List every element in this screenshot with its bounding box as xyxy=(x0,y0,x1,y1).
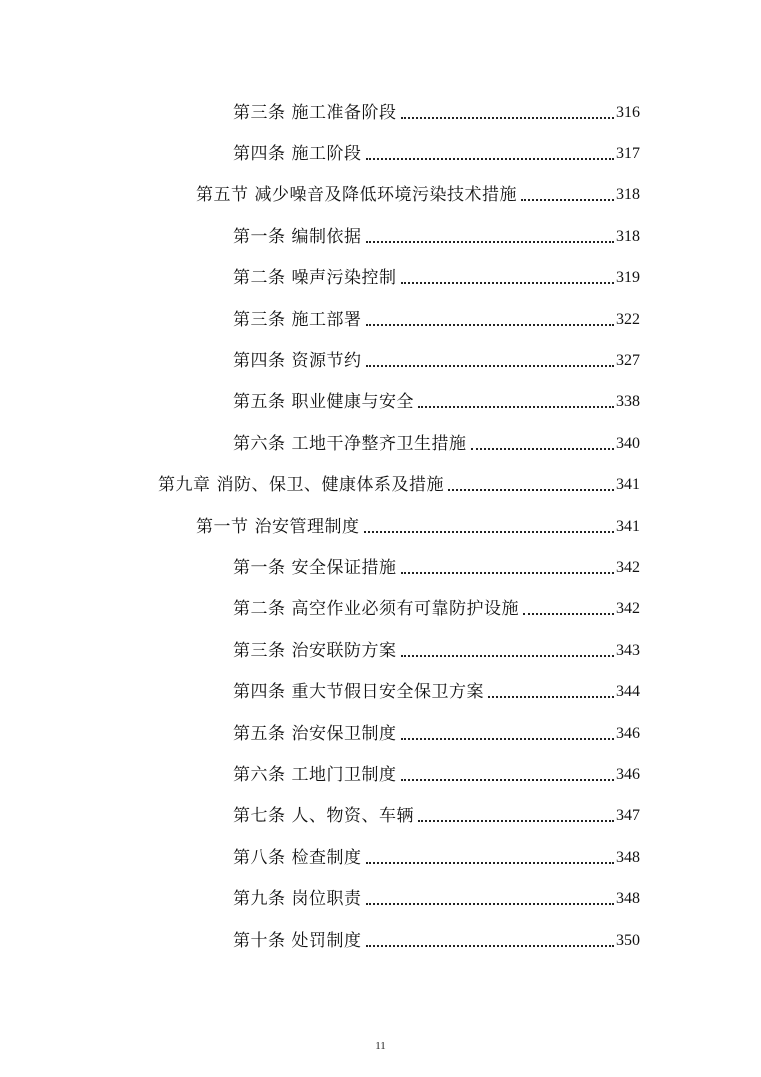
toc-entry[interactable] xyxy=(0,630,761,671)
toc-entry-number: 第四条 xyxy=(233,351,286,372)
toc-entry-label xyxy=(196,185,517,205)
toc-entry-page-number: 342 xyxy=(616,558,640,576)
toc-entry-title: 重大节假日安全保卫方案 xyxy=(291,682,484,703)
toc-entry-row xyxy=(233,889,640,909)
toc-entry-row xyxy=(233,103,640,123)
toc-entry-page-number: 340 xyxy=(616,434,640,452)
toc-entry-page-number: 346 xyxy=(616,724,640,742)
toc-entry-title: 职业健康与安全 xyxy=(291,392,414,413)
toc-entry-label xyxy=(233,889,362,909)
toc-entry-page-number: 343 xyxy=(616,641,640,659)
toc-entry[interactable] xyxy=(0,589,761,630)
toc-entry-number: 第一条 xyxy=(233,226,286,247)
dot-leader xyxy=(401,728,615,740)
toc-entry-row xyxy=(233,682,640,702)
toc-entry-number: 第二条 xyxy=(233,268,286,289)
toc-entry-row xyxy=(233,268,640,288)
page-number-footer: 11 xyxy=(375,1040,386,1052)
toc-entry-label xyxy=(196,517,360,537)
toc-entry[interactable] xyxy=(0,423,761,464)
toc-entry-label xyxy=(233,310,362,330)
toc-entry-number: 第五节 xyxy=(196,185,249,206)
toc-entry[interactable] xyxy=(0,920,761,961)
toc-entry[interactable] xyxy=(0,299,761,340)
toc-entry-page-number: 346 xyxy=(616,765,640,783)
toc-entry-row xyxy=(233,310,640,330)
toc-entry-label xyxy=(233,268,397,288)
toc-entry[interactable] xyxy=(0,754,761,795)
dot-leader xyxy=(488,686,614,698)
toc-entry-number: 第九章 xyxy=(158,475,211,496)
toc-entry-label xyxy=(233,806,414,826)
toc-entry[interactable] xyxy=(0,133,761,174)
dot-leader xyxy=(521,189,614,201)
toc-entry-label xyxy=(233,351,362,371)
toc-entry-row xyxy=(233,806,640,826)
toc-entry-row xyxy=(233,931,640,951)
toc-entry[interactable] xyxy=(0,547,761,588)
dot-leader xyxy=(418,810,614,822)
toc-entry-page-number: 347 xyxy=(616,807,640,825)
toc-entry[interactable] xyxy=(0,796,761,837)
toc-entry-label xyxy=(233,724,397,744)
toc-entry-label xyxy=(158,475,444,495)
toc-entry-label xyxy=(233,848,362,868)
toc-entry-number: 第四条 xyxy=(233,144,286,165)
dot-leader xyxy=(401,645,615,657)
toc-entry-page-number: 350 xyxy=(616,931,640,949)
toc-entry-label xyxy=(233,144,362,164)
toc-entry[interactable] xyxy=(0,216,761,257)
dot-leader xyxy=(401,562,615,574)
toc-entry-title: 治安管理制度 xyxy=(254,516,360,537)
toc-entry-title: 岗位职责 xyxy=(291,889,362,910)
toc-entry-number: 第三条 xyxy=(233,102,286,123)
toc-entry-row xyxy=(233,724,640,744)
toc-entry[interactable] xyxy=(0,713,761,754)
toc-entry-page-number: 318 xyxy=(616,227,640,245)
toc-entry-number: 第六条 xyxy=(233,764,286,785)
dot-leader xyxy=(366,935,615,947)
toc-entry-title: 治安联防方案 xyxy=(291,640,397,661)
toc-entry-title: 处罚制度 xyxy=(291,930,362,951)
dot-leader xyxy=(471,438,615,450)
toc-entry-page-number: 338 xyxy=(616,393,640,411)
toc-entry-page-number: 344 xyxy=(616,683,640,701)
toc-entry-title: 消防、保卫、健康体系及措施 xyxy=(216,475,444,496)
toc-entry-label xyxy=(233,682,484,702)
toc-entry[interactable] xyxy=(0,92,761,133)
toc-entry-page-number: 322 xyxy=(616,310,640,328)
dot-leader xyxy=(366,355,615,367)
table-of-contents xyxy=(0,92,761,961)
dot-leader xyxy=(366,852,615,864)
toc-entry-number: 第八条 xyxy=(233,847,286,868)
toc-entry-page-number: 318 xyxy=(616,186,640,204)
toc-entry[interactable] xyxy=(0,175,761,216)
toc-entry-label xyxy=(233,641,397,661)
toc-entry-number: 第三条 xyxy=(233,309,286,330)
dot-leader xyxy=(448,479,614,491)
toc-entry-label xyxy=(233,931,362,951)
toc-entry-number: 第一条 xyxy=(233,557,286,578)
toc-entry-page-number: 348 xyxy=(616,848,640,866)
toc-entry[interactable] xyxy=(0,465,761,506)
toc-entry-page-number: 341 xyxy=(616,476,640,494)
toc-entry-title: 工地干净整齐卫生措施 xyxy=(291,433,467,454)
toc-entry-number: 第六条 xyxy=(233,433,286,454)
toc-entry-title: 施工部署 xyxy=(291,309,362,330)
toc-entry-label xyxy=(233,765,397,785)
toc-entry[interactable] xyxy=(0,671,761,712)
toc-entry-number: 第九条 xyxy=(233,889,286,910)
toc-entry-page-number: 319 xyxy=(616,269,640,287)
toc-entry-title: 编制依据 xyxy=(291,226,362,247)
toc-entry-row xyxy=(233,351,640,371)
toc-entry-page-number: 341 xyxy=(616,517,640,535)
toc-entry[interactable] xyxy=(0,382,761,423)
toc-entry-page-number: 348 xyxy=(616,890,640,908)
toc-entry-row xyxy=(233,848,640,868)
toc-entry-number: 第七条 xyxy=(233,806,286,827)
toc-entry-row xyxy=(196,517,640,537)
toc-entry-row xyxy=(233,434,640,454)
toc-entry-title: 高空作业必须有可靠防护设施 xyxy=(291,599,519,620)
toc-entry[interactable] xyxy=(0,878,761,919)
toc-entry-row xyxy=(233,599,640,619)
toc-entry-page-number: 327 xyxy=(616,352,640,370)
toc-entry-row xyxy=(233,144,640,164)
dot-leader xyxy=(366,231,615,243)
toc-entry-title: 噪声污染控制 xyxy=(291,268,397,289)
toc-entry[interactable] xyxy=(0,506,761,547)
toc-entry-row xyxy=(233,558,640,578)
toc-entry-title: 安全保证措施 xyxy=(291,557,397,578)
dot-leader xyxy=(401,107,615,119)
dot-leader xyxy=(366,314,615,326)
toc-entry-row xyxy=(233,765,640,785)
toc-entry-label xyxy=(233,558,397,578)
toc-entry-number: 第十条 xyxy=(233,930,286,951)
toc-entry-label xyxy=(233,392,414,412)
toc-entry[interactable] xyxy=(0,340,761,381)
toc-entry-label xyxy=(233,227,362,247)
toc-entry-title: 施工阶段 xyxy=(291,144,362,165)
toc-entry-label xyxy=(233,103,397,123)
toc-entry-page-number: 342 xyxy=(616,600,640,618)
toc-entry-title: 施工准备阶段 xyxy=(291,102,397,123)
dot-leader xyxy=(366,148,615,160)
dot-leader xyxy=(523,603,614,615)
toc-entry-title: 检查制度 xyxy=(291,847,362,868)
toc-entry-number: 第二条 xyxy=(233,599,286,620)
toc-entry-title: 资源节约 xyxy=(291,351,362,372)
dot-leader xyxy=(418,396,614,408)
toc-entry-title: 人、物资、车辆 xyxy=(291,806,414,827)
dot-leader xyxy=(401,272,615,284)
toc-entry-number: 第四条 xyxy=(233,682,286,703)
toc-entry-page-number: 317 xyxy=(616,145,640,163)
toc-entry-number: 第五条 xyxy=(233,723,286,744)
toc-entry-label xyxy=(233,599,519,619)
toc-entry-label xyxy=(233,434,467,454)
toc-entry-number: 第一节 xyxy=(196,516,249,537)
toc-entry[interactable] xyxy=(0,837,761,878)
dot-leader xyxy=(364,521,615,533)
toc-entry-page-number: 316 xyxy=(616,103,640,121)
toc-entry-number: 第五条 xyxy=(233,392,286,413)
dot-leader xyxy=(366,893,615,905)
toc-entry-row xyxy=(233,641,640,661)
toc-entry-title: 减少噪音及降低环境污染技术措施 xyxy=(254,185,517,206)
toc-entry-title: 治安保卫制度 xyxy=(291,723,397,744)
toc-entry-number: 第三条 xyxy=(233,640,286,661)
toc-entry-row xyxy=(158,475,640,495)
toc-entry-title: 工地门卫制度 xyxy=(291,764,397,785)
toc-entry[interactable] xyxy=(0,258,761,299)
toc-entry-row xyxy=(196,185,640,205)
toc-entry-row xyxy=(233,227,640,247)
toc-entry-row xyxy=(233,392,640,412)
dot-leader xyxy=(401,769,615,781)
